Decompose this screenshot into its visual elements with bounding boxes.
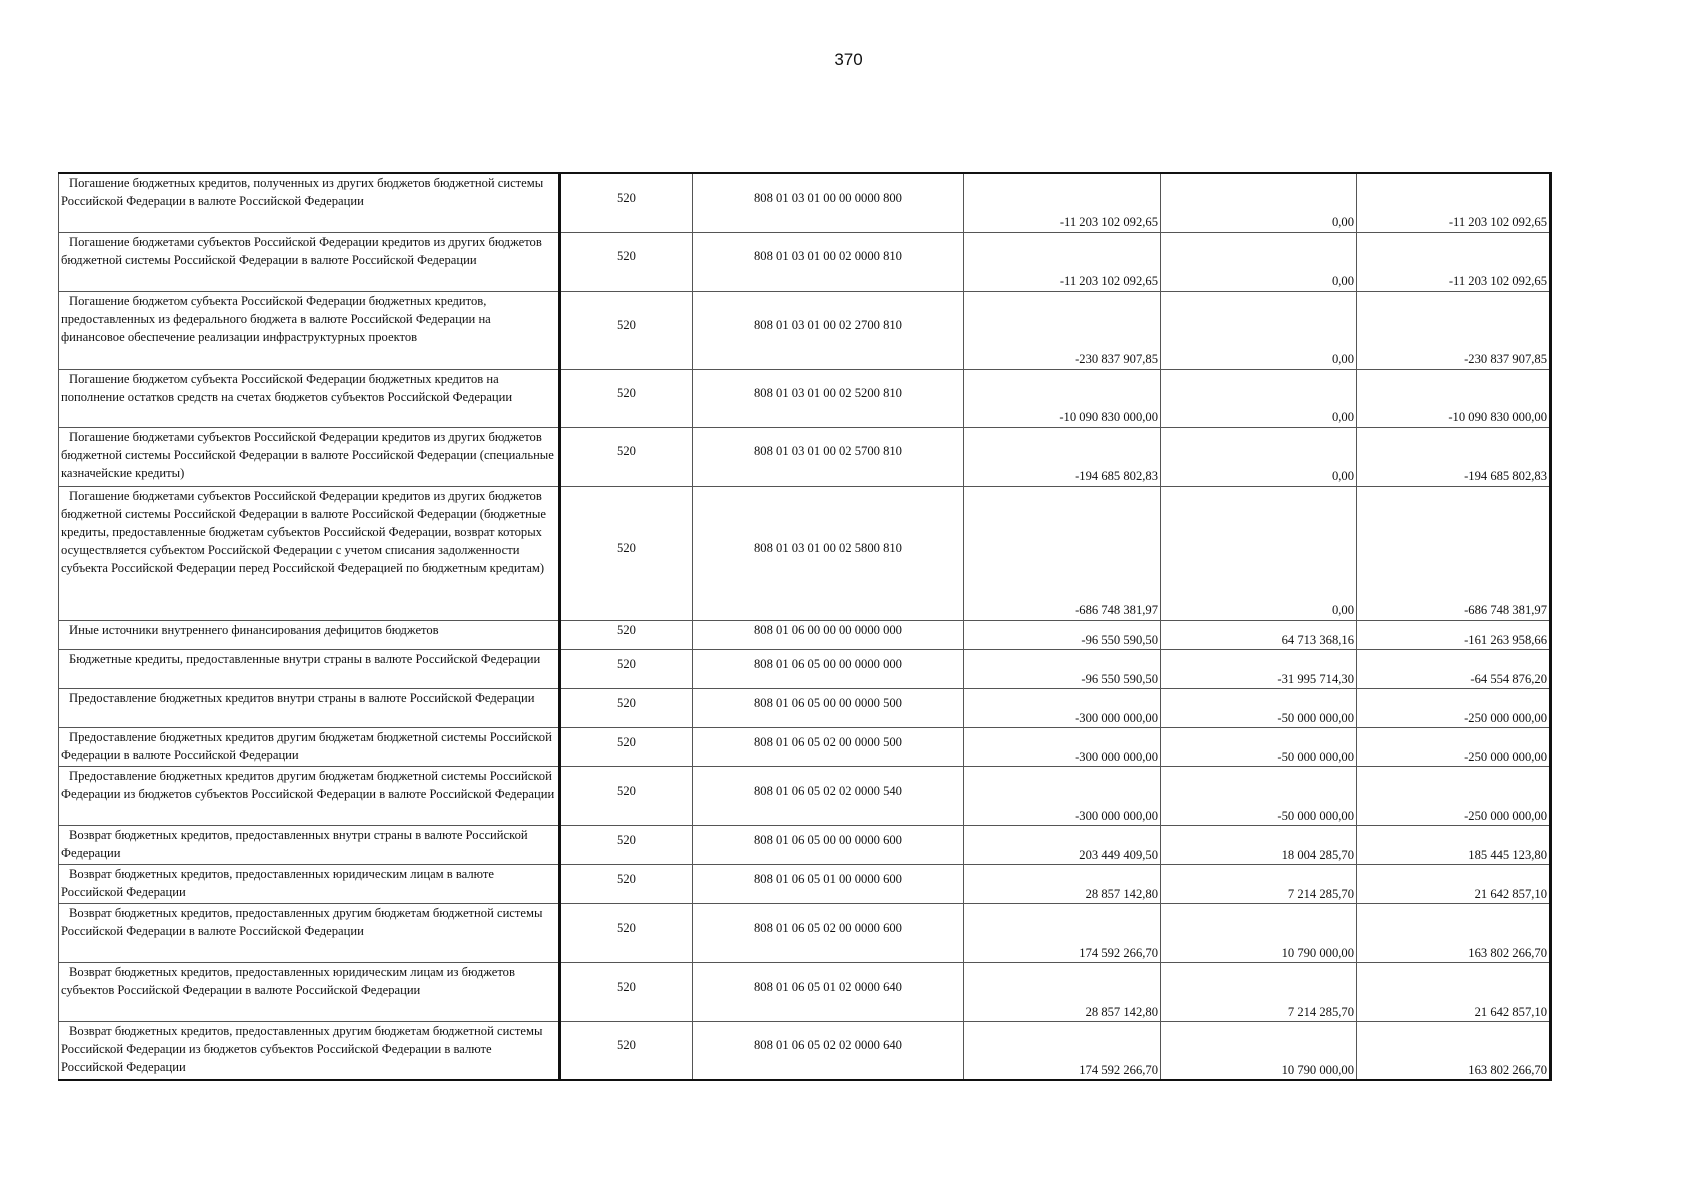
- table-row: [59, 903, 1551, 962]
- row-name-text: Погашение бюджетных кредитов, полученных из других бюджетов бюджетной системы Российской Федерации в валюте Российской Федерации: [61, 176, 544, 209]
- row-code: 520: [560, 291, 693, 369]
- row-value-total: 28 857 142,80: [964, 864, 1161, 903]
- row-value-3: -194 685 802,83: [1357, 427, 1551, 486]
- table-row: [59, 173, 1551, 232]
- row-name-text: Возврат бюджетных кредитов, предоставленных юридическим лицам в валюте Российской Федерации: [61, 866, 494, 899]
- table-row: [59, 649, 1551, 688]
- row-name-text: Погашение бюджетами субъектов Российской Федерации кредитов из других бюджетов бюджетной системы Российской Федерации в валюте Российской Федерации (бюджетные кредиты, предоставленные бюджетам субъектов Российской Федерации, возврат которых осуществляется субъектом Российской Федерации с учетом списания задолженности субъекта Российской Федерации перед Российской Федерацией по бюджетным кредитам): [61, 488, 546, 576]
- table-row: [59, 369, 1551, 427]
- row-name: [59, 291, 560, 369]
- row-code: 520: [560, 727, 693, 766]
- row-code: 520: [560, 232, 693, 291]
- row-value-3: -250 000 000,00: [1357, 688, 1551, 727]
- row-name-text: Предоставление бюджетных кредитов внутри страны в валюте Российской Федерации: [69, 690, 535, 705]
- row-kbk-code: 808 01 06 05 00 00 0000 500: [693, 688, 964, 727]
- table-row: [59, 825, 1551, 864]
- row-kbk-code: 808 01 03 01 00 00 0000 800: [693, 173, 964, 232]
- row-code: 520: [560, 649, 693, 688]
- row-name-text: Возврат бюджетных кредитов, предоставленных другим бюджетам бюджетной системы Российской Федерации из бюджетов субъектов Российской Федерации в валюте Российской Федерации: [61, 1023, 543, 1075]
- table-row: [59, 232, 1551, 291]
- row-value-total: -10 090 830 000,00: [964, 369, 1161, 427]
- table-row: [59, 1021, 1551, 1080]
- row-value-3: -686 748 381,97: [1357, 486, 1551, 620]
- table-row: [59, 486, 1551, 620]
- row-value-3: 21 642 857,10: [1357, 962, 1551, 1021]
- row-code: 520: [560, 766, 693, 825]
- row-name-text: Погашение бюджетом субъекта Российской Федерации бюджетных кредитов, предоставленных из федерального бюджета в валюте Российской Федерации на финансовое обеспечение реализации инфраструктурных проектов: [61, 293, 491, 344]
- row-name: [59, 173, 560, 232]
- row-value-2: -31 995 714,30: [1161, 649, 1357, 688]
- row-code: 520: [560, 620, 693, 649]
- row-value-3: 163 802 266,70: [1357, 903, 1551, 962]
- row-name-text: Предоставление бюджетных кредитов другим бюджетам бюджетной системы Российской Федерации из бюджетов субъектов Российской Федерации в валюте Российской Федерации: [61, 768, 555, 801]
- row-code: 520: [560, 825, 693, 864]
- row-value-2: -50 000 000,00: [1161, 727, 1357, 766]
- table-row: [59, 291, 1551, 369]
- row-value-total: -96 550 590,50: [964, 649, 1161, 688]
- row-name-text: Иные источники внутреннего финансирования дефицитов бюджетов: [69, 622, 439, 637]
- page-number: 370: [834, 50, 863, 69]
- row-code: 520: [560, 173, 693, 232]
- row-name: [59, 903, 560, 962]
- row-value-3: -161 263 958,66: [1357, 620, 1551, 649]
- row-value-total: -96 550 590,50: [964, 620, 1161, 649]
- row-value-total: -230 837 907,85: [964, 291, 1161, 369]
- row-name-text: Погашение бюджетами субъектов Российской Федерации кредитов из других бюджетов бюджетной системы Российской Федерации в валюте Российской Федерации (специальные казначейские кредиты): [61, 429, 554, 480]
- row-value-3: -10 090 830 000,00: [1357, 369, 1551, 427]
- row-value-2: 7 214 285,70: [1161, 962, 1357, 1021]
- row-name: [59, 486, 560, 620]
- row-value-2: 0,00: [1161, 173, 1357, 232]
- row-value-total: -686 748 381,97: [964, 486, 1161, 620]
- row-name-text: Погашение бюджетом субъекта Российской Федерации бюджетных кредитов на пополнение остатков средств на счетах бюджетов субъектов Российской Федерации: [61, 371, 513, 404]
- row-kbk-code: 808 01 03 01 00 02 5700 810: [693, 427, 964, 486]
- row-value-3: -250 000 000,00: [1357, 727, 1551, 766]
- table-row: [59, 688, 1551, 727]
- row-code: 520: [560, 903, 693, 962]
- row-code: 520: [560, 1021, 693, 1080]
- row-code: 520: [560, 962, 693, 1021]
- row-value-3: 163 802 266,70: [1357, 1021, 1551, 1080]
- row-value-3: -230 837 907,85: [1357, 291, 1551, 369]
- table-row: [59, 766, 1551, 825]
- row-kbk-code: 808 01 03 01 00 02 2700 810: [693, 291, 964, 369]
- row-kbk-code: 808 01 06 05 02 02 0000 540: [693, 766, 964, 825]
- row-value-2: 64 713 368,16: [1161, 620, 1357, 649]
- row-name: [59, 649, 560, 688]
- row-value-total: -300 000 000,00: [964, 688, 1161, 727]
- row-code: 520: [560, 369, 693, 427]
- row-value-2: 18 004 285,70: [1161, 825, 1357, 864]
- row-kbk-code: 808 01 03 01 00 02 0000 810: [693, 232, 964, 291]
- row-kbk-code: 808 01 06 05 00 00 0000 000: [693, 649, 964, 688]
- row-code: 520: [560, 864, 693, 903]
- row-value-3: -250 000 000,00: [1357, 766, 1551, 825]
- row-value-total: -300 000 000,00: [964, 727, 1161, 766]
- row-kbk-code: 808 01 06 05 02 00 0000 500: [693, 727, 964, 766]
- row-name-text: Погашение бюджетами субъектов Российской Федерации кредитов из других бюджетов бюджетной системы Российской Федерации в валюте Российской Федерации: [61, 234, 542, 267]
- row-value-3: 185 445 123,80: [1357, 825, 1551, 864]
- row-value-total: 174 592 266,70: [964, 1021, 1161, 1080]
- row-kbk-code: 808 01 06 05 01 00 0000 600: [693, 864, 964, 903]
- row-kbk-code: 808 01 06 05 00 00 0000 600: [693, 825, 964, 864]
- row-value-2: -50 000 000,00: [1161, 688, 1357, 727]
- row-value-2: 7 214 285,70: [1161, 864, 1357, 903]
- row-name-text: Возврат бюджетных кредитов, предоставленных внутри страны в валюте Российской Федерации: [61, 827, 528, 860]
- row-name: [59, 369, 560, 427]
- row-kbk-code: 808 01 03 01 00 02 5800 810: [693, 486, 964, 620]
- row-value-total: 28 857 142,80: [964, 962, 1161, 1021]
- row-code: 520: [560, 427, 693, 486]
- row-name-text: Возврат бюджетных кредитов, предоставленных юридическим лицам из бюджетов субъектов Российской Федерации в валюте Российской Федерации: [61, 964, 515, 997]
- row-name: [59, 962, 560, 1021]
- table-row: [59, 962, 1551, 1021]
- row-name-text: Бюджетные кредиты, предоставленные внутри страны в валюте Российской Федерации: [69, 651, 541, 666]
- row-kbk-code: 808 01 06 00 00 00 0000 000: [693, 620, 964, 649]
- row-value-3: -11 203 102 092,65: [1357, 232, 1551, 291]
- row-value-3: -64 554 876,20: [1357, 649, 1551, 688]
- table-row: [59, 727, 1551, 766]
- row-value-total: -194 685 802,83: [964, 427, 1161, 486]
- row-value-2: 0,00: [1161, 291, 1357, 369]
- row-kbk-code: 808 01 06 05 02 02 0000 640: [693, 1021, 964, 1080]
- row-name: [59, 427, 560, 486]
- row-name: [59, 620, 560, 649]
- row-kbk-code: 808 01 06 05 01 02 0000 640: [693, 962, 964, 1021]
- table-row: [59, 864, 1551, 903]
- row-value-2: 0,00: [1161, 232, 1357, 291]
- row-name: [59, 766, 560, 825]
- row-value-2: 0,00: [1161, 427, 1357, 486]
- row-value-2: -50 000 000,00: [1161, 766, 1357, 825]
- row-kbk-code: 808 01 03 01 00 02 5200 810: [693, 369, 964, 427]
- row-value-2: 0,00: [1161, 486, 1357, 620]
- row-value-total: 174 592 266,70: [964, 903, 1161, 962]
- row-value-3: 21 642 857,10: [1357, 864, 1551, 903]
- row-value-3: -11 203 102 092,65: [1357, 173, 1551, 232]
- row-name: [59, 1021, 560, 1080]
- row-value-total: -11 203 102 092,65: [964, 232, 1161, 291]
- table-row: [59, 427, 1551, 486]
- row-value-2: 10 790 000,00: [1161, 903, 1357, 962]
- row-name-text: Предоставление бюджетных кредитов другим бюджетам бюджетной системы Российской Федерации в валюте Российской Федерации: [61, 729, 552, 762]
- row-name: [59, 825, 560, 864]
- table-row: [59, 620, 1551, 649]
- budget-sources-table: [58, 172, 1552, 1081]
- row-value-total: -11 203 102 092,65: [964, 173, 1161, 232]
- row-name: [59, 232, 560, 291]
- row-name: [59, 864, 560, 903]
- row-code: 520: [560, 688, 693, 727]
- row-value-total: 203 449 409,50: [964, 825, 1161, 864]
- row-kbk-code: 808 01 06 05 02 00 0000 600: [693, 903, 964, 962]
- row-value-2: 0,00: [1161, 369, 1357, 427]
- row-name: [59, 688, 560, 727]
- row-value-total: -300 000 000,00: [964, 766, 1161, 825]
- row-code: 520: [560, 486, 693, 620]
- row-value-2: 10 790 000,00: [1161, 1021, 1357, 1080]
- row-name: [59, 727, 560, 766]
- row-name-text: Возврат бюджетных кредитов, предоставленных другим бюджетам бюджетной системы Российской Федерации в валюте Российской Федерации: [61, 905, 543, 938]
